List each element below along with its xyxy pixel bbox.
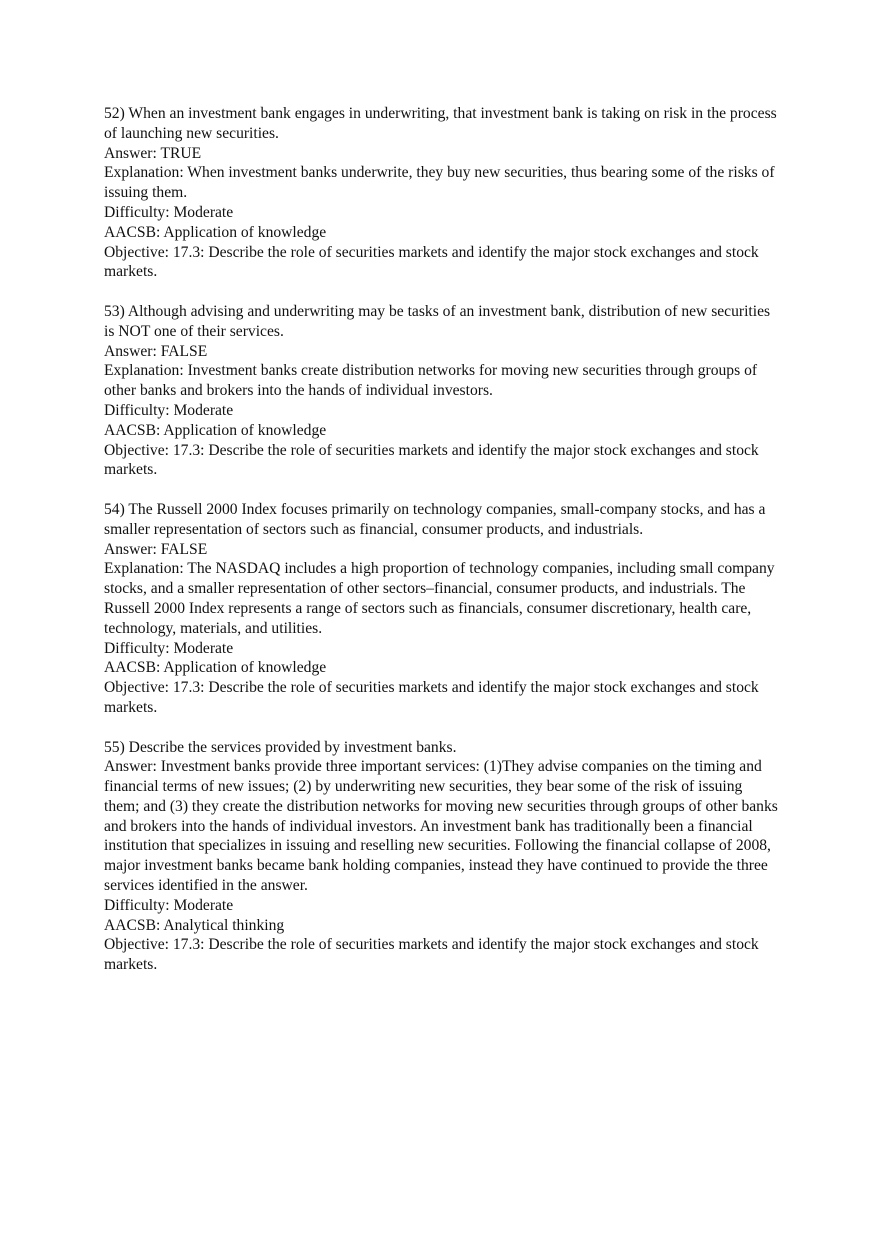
explanation-line: Explanation: When investment banks underwrite, they buy new securities, thus bearing some of the risks of issuing them. [104, 164, 775, 202]
question-text: 52) When an investment bank engages in underwriting, that investment bank is taking on risk in the process of launching new securities. [104, 105, 777, 142]
answer-line: Answer: Investment banks provide three important services: (1)They advise companies on the timing and financial terms of new issues; (2) by underwriting new securities, they bear some of the risk of issuing them; and (3) they create the distribution networks for moving new securities through groups of other banks and brokers into the hands of individual investors. An investment bank has traditionally been a financial institution that specializes in issuing and reselling new securities. Following the financial collapse of 2008, major investment banks became bank holding companies, instead they have continued to provide the three services identified in the answer. [104, 758, 778, 895]
objective-line: Objective: 17.3: Describe the role of securities markets and identify the major stock exchanges and stock markets. [104, 243, 759, 281]
question-text: 54) The Russell 2000 Index focuses primarily on technology companies, small-company stocks, and has a smaller representation of sectors such as financial, consumer products, and industrials. [104, 500, 766, 538]
aacsb-line: AACSB: Application of knowledge [104, 659, 327, 677]
answer-line: Answer: TRUE [104, 144, 202, 162]
explanation-line: Explanation: Investment banks create distribution networks for moving new securities through groups of other banks and brokers into the hands of individual investors. [104, 362, 758, 400]
difficulty-line: Difficulty: Moderate [104, 639, 234, 657]
explanation-line: Explanation: The NASDAQ includes a high proportion of technology companies, including small company stocks, and a smaller representation of other sectors–financial, consumer products, and industrials. The Russell 2000 Index represents a range of sectors such as financials, consumer discretionary, health care, technology, materials, and utilities. [104, 560, 775, 637]
question-55 [104, 738, 780, 976]
difficulty-line: Difficulty: Moderate [104, 203, 234, 221]
objective-line: Objective: 17.3: Describe the role of securities markets and identify the major stock exchanges and stock markets. [104, 936, 759, 974]
question-text: 55) Describe the services provided by investment banks. [104, 738, 457, 756]
question-52 [104, 104, 780, 282]
objective-line: Objective: 17.3: Describe the role of securities markets and identify the major stock exchanges and stock markets. [104, 441, 759, 479]
question-54 [104, 500, 780, 718]
aacsb-line: AACSB: Application of knowledge [104, 223, 327, 241]
answer-line: Answer: FALSE [104, 342, 208, 360]
aacsb-line: AACSB: Application of knowledge [104, 421, 327, 439]
answer-line: Answer: FALSE [104, 540, 208, 558]
question-53 [104, 302, 780, 480]
objective-line: Objective: 17.3: Describe the role of securities markets and identify the major stock exchanges and stock markets. [104, 679, 759, 716]
aacsb-line: AACSB: Analytical thinking [104, 916, 285, 934]
difficulty-line: Difficulty: Moderate [104, 401, 234, 419]
question-text: 53) Although advising and underwriting may be tasks of an investment bank, distribution of new securities is NOT one of their services. [104, 302, 771, 340]
difficulty-line: Difficulty: Moderate [104, 896, 234, 914]
document-page [104, 104, 780, 995]
